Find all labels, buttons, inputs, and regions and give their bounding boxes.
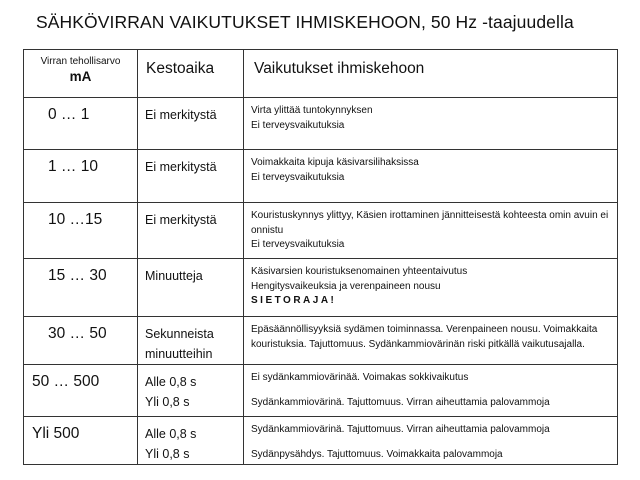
duration-cell <box>138 259 244 317</box>
effects-cell <box>244 417 618 465</box>
effect-text: Epäsäännöllisyyksiä sydämen toiminnassa. Verenpaineen nousu. Voimakkaita kouristuksia. Tajuttomuus. Sydänkammiovärinän riski pitkällä vaikutusajalla. <box>251 324 598 350</box>
duration-text: Alle 0,8 s <box>145 427 197 441</box>
duration-cell <box>138 150 244 203</box>
effect-text: Ei terveysvaikutuksia <box>251 119 345 131</box>
page-title: SÄHKÖVIRRAN VAIKUTUKSET IHMISKEHOON, 50 Hz -taajuudella <box>36 12 574 32</box>
effect-text: Voimakkaita kipuja käsivarsilihaksissa <box>251 157 419 168</box>
effect-text: Virta ylittää tuntokynnyksen <box>251 105 373 116</box>
current-range: Yli 500 <box>24 417 138 465</box>
range-header-label: Virran tehollisarvo <box>40 56 121 67</box>
current-range: 50 … 500 <box>24 365 138 417</box>
effect-text: Sydänkammiovärinä. Tajuttomuus. Virran aiheuttamia palovammoja <box>251 396 550 408</box>
table-header-row <box>24 50 618 98</box>
duration-text: Ei merkitystä <box>145 160 217 174</box>
tolerance-limit-text: SIETORAJA! <box>251 295 337 306</box>
effects-cell <box>244 98 618 150</box>
range-header-unit: mA <box>69 69 92 84</box>
effect-text: Ei terveysvaikutuksia <box>251 171 345 183</box>
table-row <box>24 203 618 259</box>
table-row <box>24 259 618 317</box>
effect-text: Käsivarsien kouristuksenomainen yhteentaivutus <box>251 266 468 277</box>
duration-text: Ei merkitystä <box>145 108 217 122</box>
effect-text: Sydänkammiovärinä. Tajuttomuus. Virran aiheuttamia palovammoja <box>251 424 550 435</box>
effects-cell <box>244 259 618 317</box>
duration-header: Kestoaika <box>138 50 244 98</box>
table-row <box>24 98 618 150</box>
table-row <box>24 417 618 465</box>
current-range: 0 … 1 <box>24 98 138 150</box>
table-row <box>24 317 618 365</box>
table-row <box>24 150 618 203</box>
effects-cell <box>244 317 618 365</box>
duration-text: Ei merkitystä <box>145 213 217 227</box>
effects-header: Vaikutukset ihmiskehoon <box>244 50 618 98</box>
effect-text: Ei sydänkammiovärinää. Voimakas sokkivaikutus <box>251 372 469 383</box>
duration-text: Sekunneista <box>145 327 214 341</box>
duration-text: minuutteihin <box>145 347 213 361</box>
current-range: 1 … 10 <box>24 150 138 203</box>
duration-text: Yli 0,8 s <box>145 395 190 409</box>
effect-text: Ei terveysvaikutuksia <box>251 239 345 250</box>
effect-text: Hengitysvaikeuksia ja verenpaineen nousu <box>251 280 441 292</box>
duration-text: Yli 0,8 s <box>145 447 190 461</box>
current-range: 30 … 50 <box>24 317 138 365</box>
effects-cell <box>244 365 618 417</box>
duration-cell <box>138 365 244 417</box>
duration-text: Minuutteja <box>145 269 203 283</box>
effect-text: Sydänpysähdys. Tajuttomuus. Voimakkaita palovammoja <box>251 448 503 460</box>
table-row <box>24 365 618 417</box>
effects-cell <box>244 203 618 259</box>
duration-cell <box>138 417 244 465</box>
range-header <box>24 50 138 98</box>
duration-cell <box>138 203 244 259</box>
duration-cell <box>138 317 244 365</box>
duration-text: Alle 0,8 s <box>145 375 197 389</box>
effects-cell <box>244 150 618 203</box>
current-range: 15 … 30 <box>24 259 138 317</box>
effects-table <box>23 49 618 465</box>
current-range: 10 …15 <box>24 203 138 259</box>
effect-text: Kouristuskynnys ylittyy, Käsien irottaminen jännitteisestä kohteesta omin avuin ei onnistu <box>251 210 609 236</box>
duration-cell <box>138 98 244 150</box>
